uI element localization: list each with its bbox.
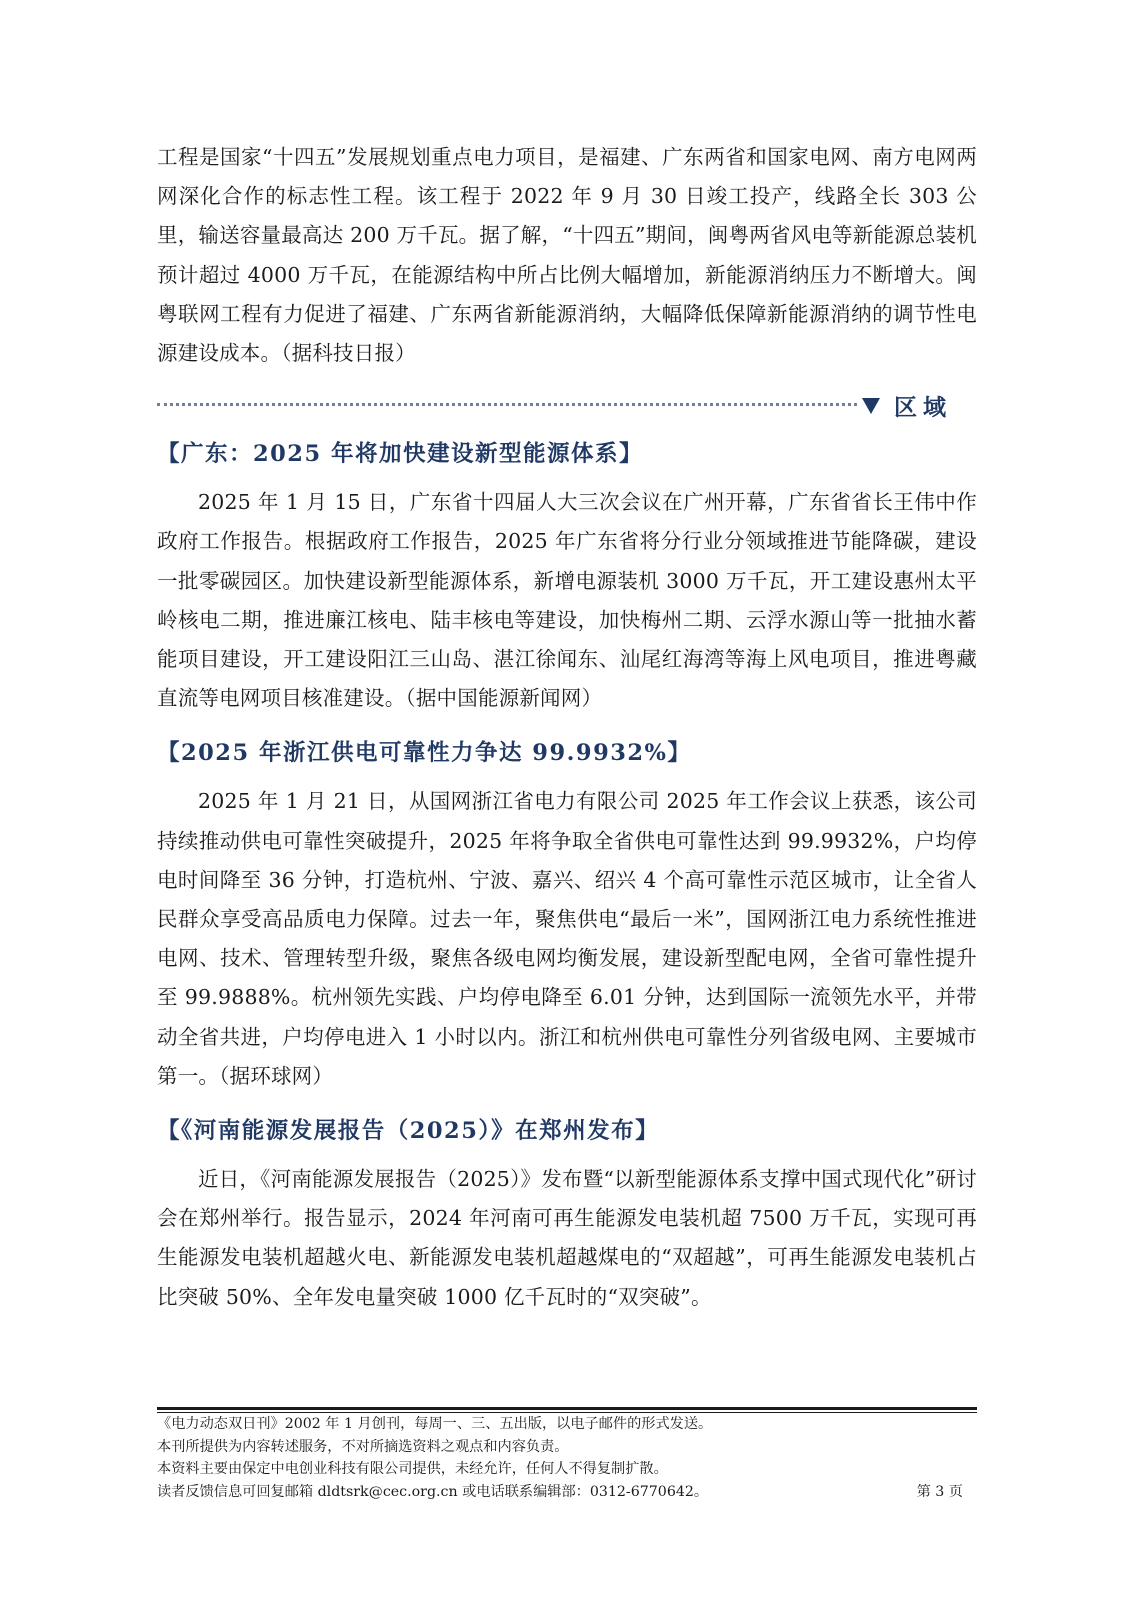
article-guangdong	[157, 437, 977, 718]
footer-rule	[157, 1407, 977, 1410]
section-marker	[862, 389, 952, 422]
article-title: 【2025 年浙江供电可靠性力争达 99.9932%】	[157, 740, 692, 767]
article-body: 2025 年 1 月 21 日，从国网浙江省电力有限公司 2025 年工作会议上获悉，该公司持续推动供电可靠性突破提升，2025 年将争取全省供电可靠性达到 99.9932%，户均停电时间降至 36 分钟，打造杭州、宁波、嘉兴、绍兴 4 个高可靠性示范区城市，让全省人民群众享受高品质电力保障。过去一年，聚焦供电“最后一米”，国网浙江电力系统性推进电网、技术、管理转型升级，聚焦各级电网均衡发展，建设新型配电网，全省可靠性提升至 99.9888%。杭州领先实践、户均停电降至 6.01 分钟，达到国际一流领先水平，并带动全省共进，户均停电进入 1 小时以内。浙江和杭州供电可靠性分列省级电网、主要城市第一。（据环球网）	[157, 789, 977, 1088]
page-content	[157, 138, 977, 1317]
intro-paragraph: 工程是国家“十四五”发展规划重点电力项目，是福建、广东两省和国家电网、南方电网两网深化合作的标志性工程。该工程于 2022 年 9 月 30 日竣工投产，线路全长 303 公里，输送容量最高达 200 万千瓦。据了解，“十四五”期间，闽粤两省风电等新能源总装机预计超过 4000 万千瓦，在能源结构中所占比例大幅增加，新能源消纳压力不断增大。闽粤联网工程有力促进了福建、广东两省新能源消纳，大幅降低保障新能源消纳的调节性电源建设成本。（据科技日报）	[157, 145, 977, 366]
down-triangle-icon	[862, 398, 880, 414]
section-label: 区域	[894, 394, 952, 422]
article-title: 【《河南能源发展报告（2025）》在郑州发布】	[157, 1118, 660, 1145]
footer-contact: 读者反馈信息可回复邮箱 dldtsrk@cec.org.cn 或电话联系编辑部：0312-6770642。	[157, 1483, 709, 1500]
article-henan	[157, 1114, 977, 1317]
footer-line: 本资料主要由保定中电创业科技有限公司提供，未经允许，任何人不得复制扩散。	[157, 1461, 668, 1477]
page-footer	[157, 1407, 977, 1503]
section-divider	[157, 389, 977, 422]
article-body: 近日，《河南能源发展报告（2025）》发布暨“以新型能源体系支撑中国式现代化”研讨会在郑州举行。报告显示，2024 年河南可再生能源发电装机超 7500 万千瓦，实现可再生能源发电装机超越火电、新能源发电装机超越煤电的“双超越”，可再生能源发电装机占比突破 50%、全年发电量突破 1000 亿千瓦时的“双突破”。	[157, 1167, 977, 1309]
dotted-rule	[157, 403, 857, 406]
article-body: 2025 年 1 月 15 日，广东省十四届人大三次会议在广州开幕，广东省省长王伟中作政府工作报告。根据政府工作报告，2025 年广东省将分行业分领域推进节能降碳，建设一批零碳园区。加快建设新型能源体系，新增电源装机 3000 万千瓦，开工建设惠州太平岭核电二期，推进廉江核电、陆丰核电等建设，加快梅州二期、云浮水源山等一批抽水蓄能项目建设，开工建设阳江三山岛、湛江徐闻东、汕尾红海湾等海上风电项目，推进粤藏直流等电网项目核准建设。（据中国能源新闻网）	[157, 490, 977, 711]
footer-line: 本刊所提供为内容转述服务，不对所摘选资料之观点和内容负责。	[157, 1438, 569, 1455]
footer-rule-thin	[157, 1412, 977, 1413]
article-title: 【广东：2025 年将加快建设新型能源体系】	[157, 441, 643, 468]
footer-last-row	[157, 1482, 977, 1504]
page-number: 第 3 页	[916, 1483, 963, 1500]
article-zhejiang	[157, 736, 977, 1096]
footer-line: 《电力动态双日刊》2002 年 1 月创刊，每周一、三、五出版，以电子邮件的形式发送。	[157, 1416, 713, 1432]
